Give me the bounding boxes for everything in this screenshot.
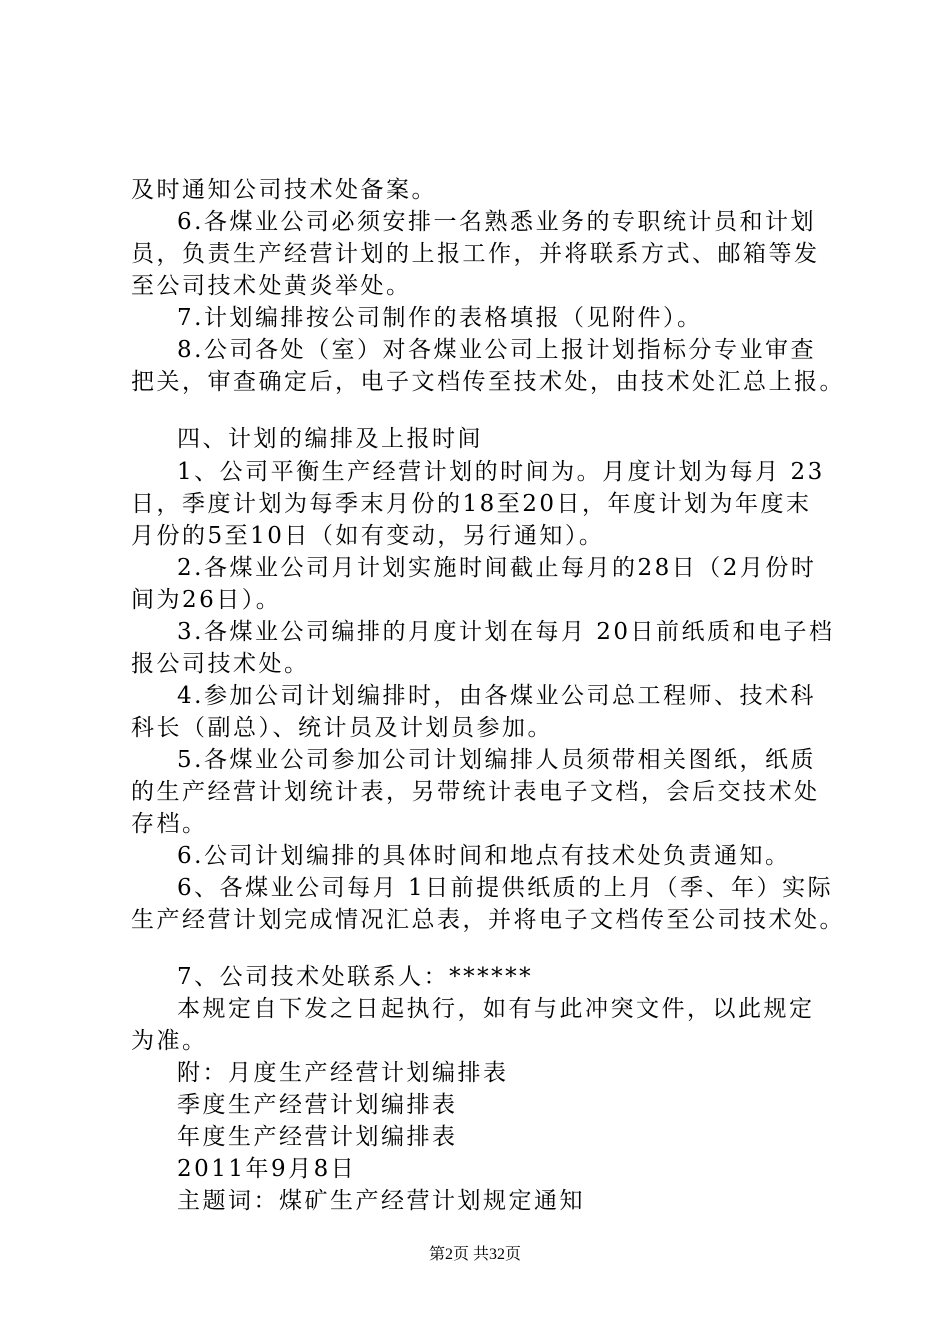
text-line-11: 月份的5至10日（如有变动，另行通知）。 xyxy=(131,523,605,549)
text-line-12: 2.各煤业公司月计划实施时间截止每月的28日（2月份时 xyxy=(177,555,817,581)
text-line-16: 4.参加公司计划编排时，由各煤业公司总工程师、技术科 xyxy=(177,683,816,709)
text-line-26: 为准。 xyxy=(131,1028,208,1054)
text-line-2: 6.各煤业公司必须安排一名熟悉业务的专职统计员和计划 xyxy=(177,209,816,235)
text-line-3: 员，负责生产经营计划的上报工作，并将联系方式、邮箱等发 xyxy=(131,241,820,267)
text-line-23: 生产经营计划完成情况汇总表，并将电子文档传至公司技术处。 xyxy=(131,907,845,933)
text-line-10: 日，季度计划为每季末月份的18至20日，年度计划为年度末 xyxy=(131,491,812,517)
text-line-20: 存档。 xyxy=(131,811,208,837)
text-line-15: 报公司技术处。 xyxy=(131,651,310,677)
text-line-4: 至公司技术处黄炎举处。 xyxy=(131,273,412,299)
text-line-6: 8.公司各处（室）对各煤业公司上报计划指标分专业审查 xyxy=(177,337,816,363)
text-line-17: 科长（副总）、统计员及计划员参加。 xyxy=(131,715,553,741)
text-line-1: 及时通知公司技术处备案。 xyxy=(131,177,437,203)
attachment-line-2: 季度生产经营计划编排表 xyxy=(177,1092,458,1118)
text-line-5: 7.计划编排按公司制作的表格填报（见附件）。 xyxy=(177,305,703,331)
attachment-line-3: 年度生产经营计划编排表 xyxy=(177,1124,458,1150)
text-line-14: 3.各煤业公司编排的月度计划在每月 20日前纸质和电子档 xyxy=(177,619,835,645)
text-line-21: 6.公司计划编排的具体时间和地点有技术处负责通知。 xyxy=(177,843,791,869)
date-line: 2011年9月8日 xyxy=(177,1156,357,1182)
text-line-7: 把关，审查确定后，电子文档传至技术处，由技术处汇总上报。 xyxy=(131,369,845,395)
text-line-18: 5.各煤业公司参加公司计划编排人员须带相关图纸，纸质 xyxy=(177,747,816,773)
subject-line: 主题词：煤矿生产经营计划规定通知 xyxy=(177,1188,585,1214)
section-heading: 四、计划的编排及上报时间 xyxy=(177,426,483,452)
page-number: 第2页 共32页 xyxy=(428,1246,521,1263)
contact-line: 7、公司技术处联系人：****** xyxy=(177,964,534,990)
text-line-13: 间为26日）。 xyxy=(131,587,282,613)
text-line-25: 本规定自下发之日起执行，如有与此冲突文件，以此规定 xyxy=(177,996,815,1022)
text-line-22: 6、各煤业公司每月 1日前提供纸质的上月（季、年）实际 xyxy=(177,875,834,901)
text-line-9: 1、公司平衡生产经营计划的时间为。月度计划为每月 23 xyxy=(177,459,825,485)
text-line-19: 的生产经营计划统计表，另带统计表电子文档，会后交技术处 xyxy=(131,779,820,805)
attachment-line-1: 附：月度生产经营计划编排表 xyxy=(177,1060,509,1086)
